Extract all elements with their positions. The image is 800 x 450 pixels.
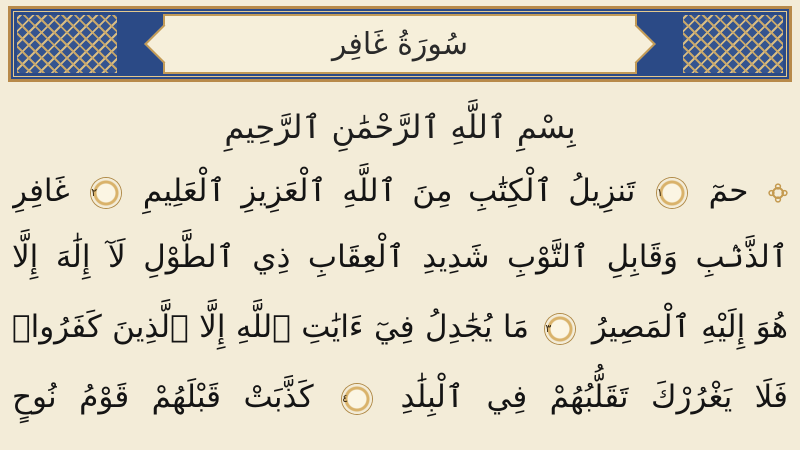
verse-text: فَلَا يَغْرُرْكَ تَقَلُّبُهُمْ فِي ٱلْبِلَٰدِ [400, 379, 788, 415]
ayah-number: ٣ [545, 321, 552, 335]
verse-text: غَافِرِ [12, 173, 70, 209]
verse-text: مَا يُجَٰدِلُ فِيٓ ءَايَٰتِ ٱللَّهِ إِلَّا ٱلَّذِينَ كَفَرُوا۟ [12, 309, 529, 345]
ayah-marker-4 [342, 384, 372, 414]
ayah-marker-3 [545, 314, 575, 344]
title-cartouche [163, 14, 637, 74]
verse-text: حمٓ [708, 173, 749, 209]
ayah-number: ٢ [91, 185, 98, 199]
ayah-marker-2 [91, 178, 121, 208]
rub-el-hizb-icon [768, 183, 788, 203]
ayah-number: ٤ [342, 391, 348, 405]
banner-ornament-left [17, 15, 117, 73]
verse-line-4 [12, 362, 788, 432]
basmala: بِسْمِ ٱللَّهِ ٱلرَّحْمَٰنِ ٱلرَّحِيمِ [224, 108, 576, 146]
ayah-marker-1 [657, 178, 687, 208]
verse-text: هُوَ إِلَيْهِ ٱلْمَصِيرُ [591, 309, 788, 345]
banner-ornament-right [683, 15, 783, 73]
verse-lines [12, 160, 788, 432]
verse-line-2: ٱلذَّنۢبِ وَقَابِلِ ٱلتَّوْبِ شَدِيدِ ٱلْعِقَابِ ذِي ٱلطَّوْلِ لَآ إِلَٰهَ إِلَّا [12, 239, 788, 275]
ayah-number: ١ [657, 185, 663, 199]
verse-line-1 [12, 160, 788, 222]
surah-header-banner [8, 6, 792, 82]
verse-text: تَنزِيلُ ٱلْكِتَٰبِ مِنَ ٱللَّهِ ٱلْعَزِيزِ ٱلْعَلِيمِ [142, 173, 636, 209]
verse-text: كَذَّبَتْ قَبْلَهُمْ قَوْمُ نُوحٍ [12, 379, 314, 415]
surah-title: سُورَةُ غَافِر [331, 26, 469, 62]
verse-line-3 [12, 292, 788, 362]
